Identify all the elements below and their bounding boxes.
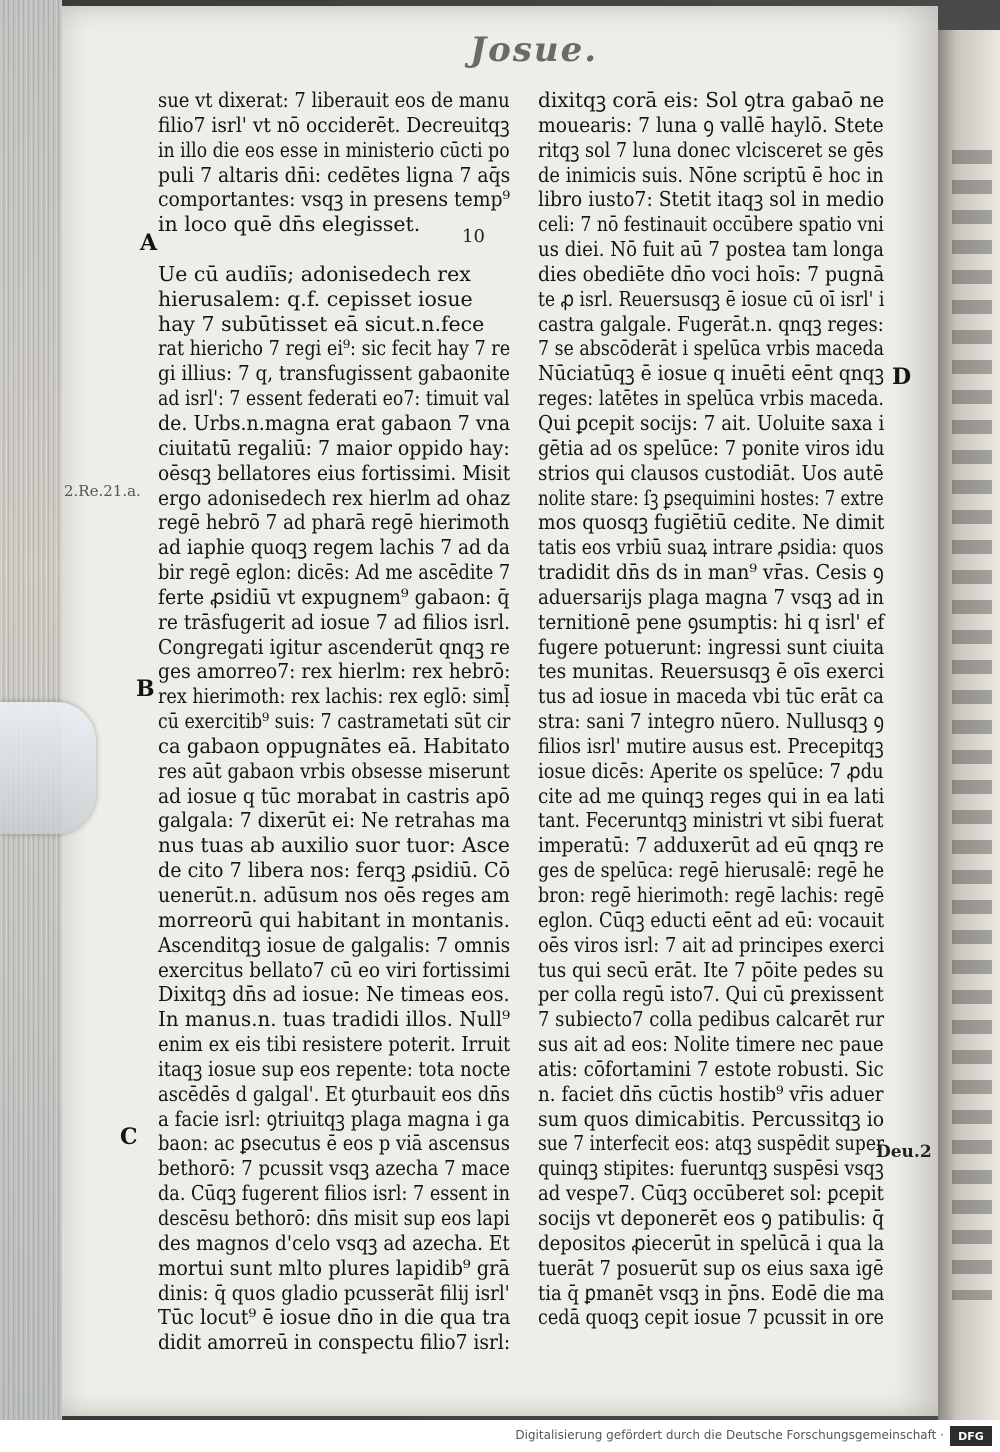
text-line: tia q̄ ꝑmanēt vsqꝫ in p̄ns. Eodē die ma: [538, 1280, 885, 1305]
text-line: cedā quoqꝫ cepit iosue 7 pcussit in ore: [538, 1305, 884, 1330]
text-line: iosue dicēs: Aperite os spelūce: 7 ꝓdu: [538, 758, 884, 783]
text-line: ergo adonisedech rex hierlm ad ohaz: [158, 485, 511, 510]
text-line: ritqꝫ sol 7 luna donec vlcisceret se gēs: [538, 137, 884, 162]
text-line: a facie isrl: ꝯtriuitqꝫ plaga magna i ga: [158, 1106, 510, 1131]
text-line: in loco quē dn̄s elegisset.: [158, 212, 421, 237]
text-line: Ascenditqꝫ iosue de galgalis: 7 omnis: [158, 932, 511, 957]
text-line: da. Cūqꝫ fugerent filios isrl: 7 essent in: [158, 1181, 510, 1206]
text-line: gi illius: 7 q, transfugissent gabaonite: [158, 361, 511, 386]
text-line: fugere potuerunt: ingressi sunt ciuita: [538, 634, 885, 659]
text-line: hay 7 subūtisset eā sicut.n.fece: [158, 311, 485, 336]
text-line: tradidit dn̄s ds in man⁹ vr̄as. Cesis ꝯ: [538, 560, 884, 585]
text-line: ad vespe7. Cūqꝫ occūberet sol: ꝑcepit: [538, 1181, 884, 1206]
book-clip: [0, 702, 96, 834]
text-line: dinis: q̄ quos gladio pcusserāt filij isrl': [158, 1280, 510, 1305]
text-line: Ue cū audiīs; adonisedech rex: [158, 261, 471, 286]
text-line: Tūc locut⁹ ē iosue dn̄o in die qua tra: [158, 1305, 511, 1330]
text-line: baon: ac ꝑsecutus ē eos p viā ascensus: [158, 1131, 510, 1156]
text-line: tuerāt 7 posuerūt sup os eius saxa igē: [538, 1255, 884, 1280]
text-line: sum quos dimicabitis. Percussitqꝫ io: [538, 1106, 885, 1131]
text-line: us diei. Nō fuit aū 7 postea tam longa: [538, 237, 884, 262]
text-line: itaqꝫ iosue sup eos repente: tota nocte: [158, 1056, 511, 1081]
text-line: te ꝓ isrl. Reuersusqꝫ ē iosue cū oī isrl' i: [538, 286, 885, 311]
text-line: [158, 237, 510, 262]
text-line: eglon. Cūqꝫ educti eēnt ad eū: vocauit: [538, 907, 885, 932]
text-line: depositos ꝓiecerūt in spelūcā i qua la: [538, 1230, 885, 1255]
text-line: strios qui clausos custodiāt. Uos autē: [538, 460, 884, 485]
text-line: de cito 7 libera nos: ferqꝫ ꝓsidiū. Cō: [158, 858, 511, 883]
dfg-logo: DFG: [950, 1426, 992, 1446]
text-line: Dixitqꝫ dn̄s ad iosue: Ne timeas eos.: [158, 982, 510, 1007]
text-line: mouearis: 7 luna ꝯ vallē haylō. Stete: [538, 112, 884, 137]
text-line: ternitionē pene ꝯsumptis: hi q isrl' ef: [538, 609, 885, 634]
text-line: ca gabaon oppugnātes eā. Habitato: [158, 733, 510, 758]
text-line: tes munitas. Reuersusqꝫ ē oīs exerci: [538, 659, 885, 684]
section-marker-b: B: [136, 676, 155, 702]
text-line: cū exercitib⁹ suis: 7 castrametati sūt cir: [158, 709, 511, 734]
text-line: imperatū: 7 adduxerūt ad eū qnqꝫ re: [538, 833, 884, 858]
left-text-column: [158, 88, 510, 1355]
text-line: ges amorreo7: rex hierlm: rex hebrō:: [158, 659, 511, 684]
text-line: quinqꝫ stipites: fueruntqꝫ suspēsi vsqꝫ: [538, 1156, 884, 1181]
text-line: mos quosqꝫ fugiētiū cedite. Ne dimit: [538, 510, 885, 535]
text-line: sue 7 interfecit eos: atqꝫ suspēdit super: [538, 1131, 885, 1156]
text-line: castra galgale. Fugerāt.n. qnqꝫ reges:: [538, 311, 884, 336]
running-head: Josue.: [470, 30, 599, 70]
text-line: de. Urbs.n.magna erat gabaon 7 vna: [158, 410, 511, 435]
text-line: bron: regē hierimoth: regē lachis: regē: [538, 883, 885, 907]
section-marker-d: D: [892, 364, 912, 390]
text-line: descēsu bethorō: dn̄s misit sup eos lapi: [158, 1205, 510, 1230]
text-line: filios isrl' mutire ausus est. Precepitqꝫ: [538, 733, 884, 758]
text-line: tant. Feceruntqꝫ ministri vt sibi fuerat: [538, 808, 884, 833]
text-line: 7 se abscōderāt i spelūca vrbis maceda: [538, 336, 884, 361]
text-line: sus ait ad eos: Nolite timere nec paue: [538, 1032, 884, 1057]
text-line: libro iusto7: Stetit itaqꝫ sol in medio: [538, 187, 885, 212]
footer-bar: [0, 1420, 1000, 1452]
text-line: regē hebrō 7 ad pharā regē hierimoth: [158, 510, 510, 535]
text-line: celi: 7 nō festinauit occūbere spatio vni: [538, 212, 884, 237]
text-line: aduersarijs plaga magna 7 vsqꝫ ad in: [538, 584, 884, 609]
text-line: reges: latētes in spelūca vrbis maceda.: [538, 386, 884, 411]
text-line: morreorū qui habitant in montanis.: [158, 907, 510, 932]
text-line: rex hierimoth: rex lachis: rex eglō: simḹ: [158, 684, 510, 709]
section-marker-a: A: [140, 230, 158, 256]
text-line: atis: cōfortamini 7 estote robusti. Sic: [538, 1056, 884, 1081]
text-line: rat hiericho 7 regi ei⁹: sic fecit hay 7 re: [158, 336, 511, 361]
section-marker-c: C: [120, 1124, 138, 1150]
text-line: puli 7 altaris dn̄i: cedētes ligna 7 aq̄s: [158, 162, 511, 187]
text-line: hierusalem: q.f. cepisset iosue: [158, 286, 473, 311]
text-line: tatis eos vrbiū suaꝝ intrare ꝓsidia: quos: [538, 535, 884, 560]
text-line: dies obediēte dn̄o voci hoīs: 7 pugnā: [538, 261, 885, 286]
text-line: stra: sani 7 integro nūero. Nullusqꝫ ꝯ: [538, 709, 885, 734]
text-line: ad iosue q tūc morabat in castris apō: [158, 783, 510, 808]
text-line: bethorō: 7 pcussit vsqꝫ azecha 7 mace: [158, 1156, 510, 1181]
text-line: mortui sunt mlto plures lapidib⁹ grā: [158, 1255, 510, 1280]
text-line: comportantes: vsqꝫ in presens temp⁹: [158, 187, 511, 212]
text-line: galgala: 7 dixerūt ei: Ne retrahas ma: [158, 808, 511, 833]
chapter-number: 10: [462, 226, 485, 247]
text-line: ad iaphie quoqꝫ regem lachis 7 ad da: [158, 535, 510, 560]
text-line: ges de spelūca: regē hierusalē: regē he: [538, 858, 885, 883]
text-line: dixitqꝫ corā eis: Sol ꝯtra gabaō ne: [538, 88, 885, 112]
text-line: in illo die eos esse in ministerio cūcti po: [158, 137, 510, 162]
text-line: filio7 isrl' vt nō occiderēt. Decreuitqꝫ: [158, 112, 510, 137]
text-line: uenerūt.n. adūsum nos oēs reges am: [158, 883, 510, 907]
funding-credit: Digitalisierung gefördert durch die Deutsche Forschungsgemeinschaft ·: [515, 1428, 944, 1442]
text-line: Qui ꝑcepit socijs: 7 ait. Uoluite saxa i: [538, 410, 885, 435]
right-text-column: [538, 88, 884, 1330]
text-line: socijs vt deponerēt eos ꝯ patibulis: q̄: [538, 1205, 885, 1230]
text-line: enim ex eis tibi resistere poterit. Irruit: [158, 1032, 511, 1057]
text-line: 7 subiecto7 colla pedibus calcarēt rur: [538, 1007, 885, 1032]
text-line: ad isrl': 7 essent federati eo7: timuit val: [158, 386, 510, 411]
text-line: de inimicis suis. Nōne scriptū ē hoc in: [538, 162, 884, 187]
text-line: re trāsfugerit ad iosue 7 ad filios isrl.: [158, 609, 511, 634]
text-line: nus tuas ab auxilio suor tuor: Asce: [158, 833, 510, 858]
text-line: Nūciatūqꝫ ē iosue q inuēti eēnt qnqꝫ: [538, 361, 885, 386]
text-line: res aūt gabaon vrbis obsesse miserunt: [158, 758, 510, 783]
text-line: des magnos d'celo vsqꝫ ad azecha. Et: [158, 1230, 510, 1255]
text-line: cite ad me quinqꝫ reges qui in ea lati: [538, 783, 885, 808]
text-line: oēsqꝫ bellatores eius fortissimi. Misit: [158, 460, 511, 485]
margin-reference-right: Deu.2: [876, 1142, 932, 1162]
margin-reference-left: 2.Re.21.a.: [64, 482, 141, 500]
text-line: per colla regū isto7. Qui cū ꝑrexissent: [538, 982, 884, 1007]
text-line: nolite stare: ſꝫ ꝑsequimini hostes: 7 extre: [538, 485, 884, 510]
text-line: oēs viros isrl: 7 ait ad principes exerci: [538, 932, 885, 957]
text-line: exercitus bellato7 cū eo viri fortissimi: [158, 957, 511, 982]
text-line: In manus.n. tuas tradidi illos. Null⁹: [158, 1007, 511, 1032]
text-line: didit amorreū in conspectu filio7 isrl:: [158, 1330, 511, 1355]
next-page-text-ghost: [952, 150, 992, 1300]
text-line: ascēdēs d galgal'. Et ꝯturbauit eos dn̄s: [158, 1081, 510, 1106]
text-line: sue vt dixerat: 7 liberauit eos de manu: [158, 88, 510, 112]
text-line: bir regē eglon: dicēs: Ad me ascēdite 7: [158, 560, 511, 585]
text-line: gētia ad os spelūce: 7 ponite viros idu: [538, 435, 885, 460]
next-page-edge: [938, 30, 1000, 1420]
text-line: tus qui secū erāt. Ite 7 pōite pedes su: [538, 957, 884, 982]
text-line: tus ad iosue in maceda vbi tūc erāt ca: [538, 684, 884, 709]
text-line: ciuitatū regaliū: 7 maior oppido hay:: [158, 435, 510, 460]
text-line: n. faciet dn̄s cūctis hostib⁹ vr̄is aduer: [538, 1081, 884, 1106]
text-line: Congregati igitur ascenderūt qnqꝫ re: [158, 634, 510, 659]
text-line: ferte ꝓsidiū vt expugnem⁹ gabaon: q̄: [158, 584, 510, 609]
